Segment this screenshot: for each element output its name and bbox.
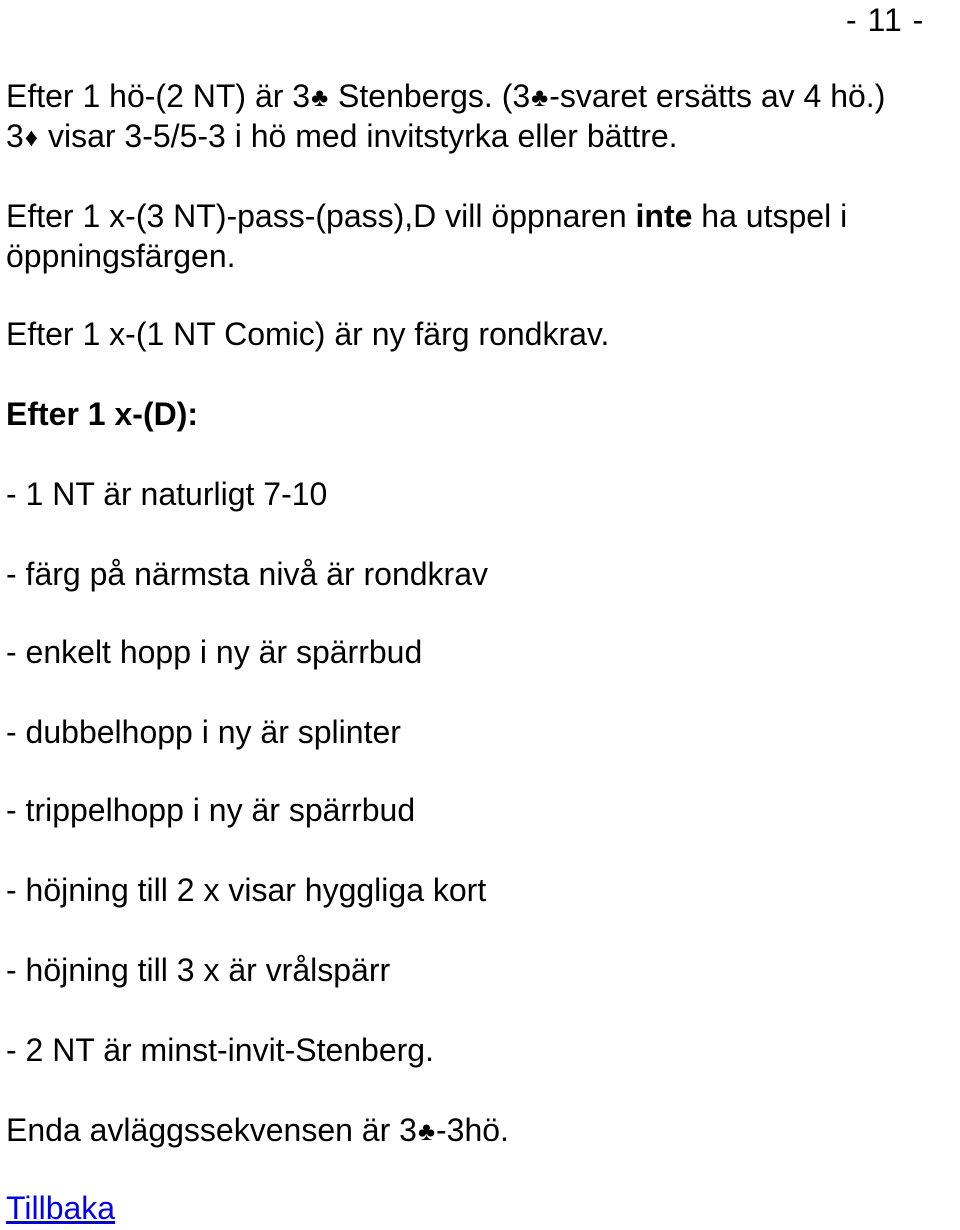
list-item: - färg på närmsta nivå är rondkrav: [6, 556, 488, 592]
text-segment: ha utspel i: [692, 198, 848, 234]
list-item: - dubbelhopp i ny är splinter: [6, 714, 401, 750]
back-link[interactable]: Tillbaka: [6, 1190, 116, 1226]
list-item: - 2 NT är minst-invit-Stenberg.: [6, 1032, 434, 1068]
text-segment: Enda avläggssekvensen är 3: [6, 1112, 417, 1148]
text-segment: Stenbergs. (3: [329, 78, 531, 114]
club-icon: ♣: [531, 82, 549, 112]
list-item: - höjning till 2 x visar hyggliga kort: [6, 872, 487, 908]
text-segment: Efter 1 x-(3 NT)-pass-(pass),D vill öppnaren: [6, 198, 636, 234]
text-segment: -svaret ersätts av 4 hö.): [549, 78, 886, 114]
list-item: - 1 NT är naturligt 7-10: [6, 476, 328, 512]
list-item: - enkelt hopp i ny är spärrbud: [6, 634, 423, 670]
list-item: - trippelhopp i ny är spärrbud: [6, 792, 416, 828]
diamond-icon: ♦: [24, 122, 39, 152]
para2-line2: öppningsfärgen.: [6, 238, 236, 274]
para2-line1: [6, 196, 847, 236]
closing-line: [6, 1110, 509, 1151]
back-link-container: [6, 1188, 115, 1228]
para1-line2: [6, 116, 678, 157]
text-segment: visar 3-5/5-3 i hö med invitstyrka eller bättre.: [39, 118, 678, 154]
section-heading: Efter 1 x-(D):: [6, 396, 199, 432]
para1-line1: [6, 76, 885, 117]
para3-line: Efter 1 x-(1 NT Comic) är ny färg rondkrav.: [6, 316, 610, 352]
text-segment: Efter 1 hö-(2 NT) är 3: [6, 78, 311, 114]
club-icon: ♣: [417, 1116, 435, 1146]
text-segment: -3hö.: [436, 1112, 509, 1148]
page-number: - 11 -: [846, 2, 925, 38]
club-icon: ♣: [311, 82, 329, 112]
text-segment: 3: [6, 118, 24, 154]
list-item: - höjning till 3 x är vrålspärr: [6, 952, 391, 988]
emphasis-text: inte: [635, 198, 693, 234]
